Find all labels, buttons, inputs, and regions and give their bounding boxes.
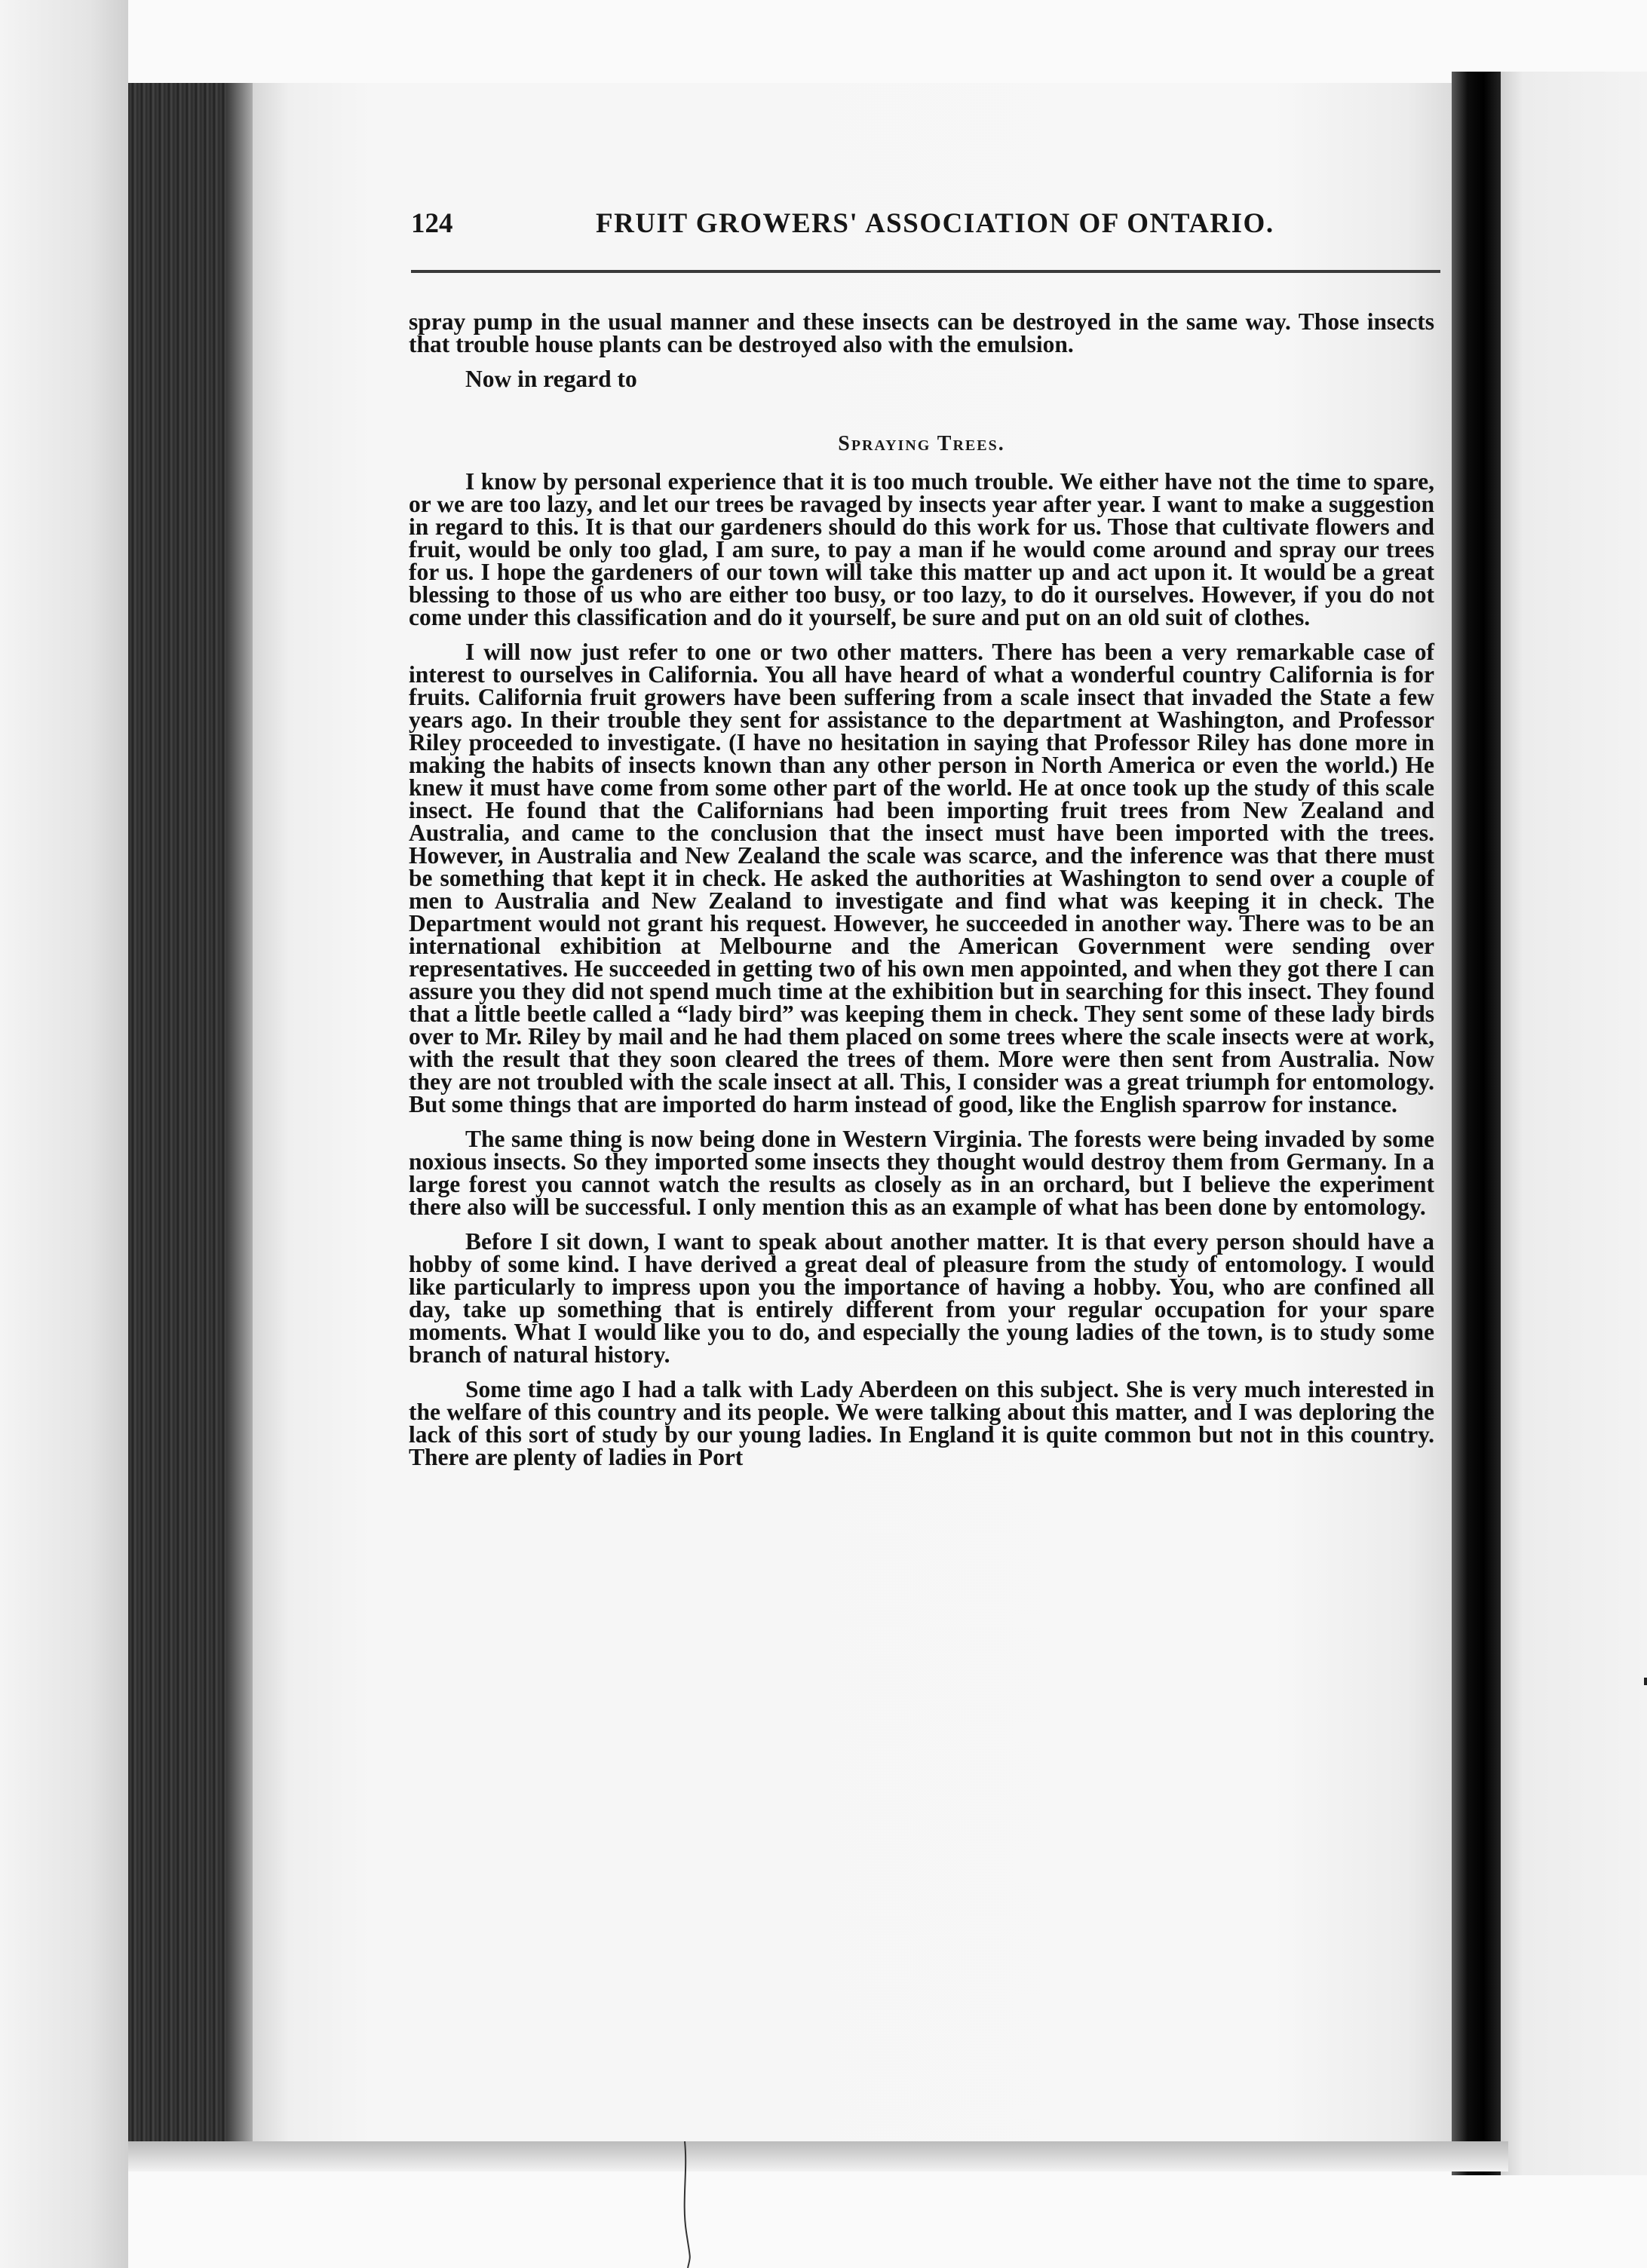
section-heading: Spraying Trees. (838, 432, 1005, 455)
book-gutter (1452, 72, 1504, 2175)
paragraph: Some time ago I had a talk with Lady Aberdeen on this subject. She is very much interested in the welfare of this country and its people. We were talking about this matter, and I was deploring the lack of this sort of study by our young ladies. In England it is quite common but not in this country. There are plenty of ladies in Port (409, 1376, 1434, 1470)
book-edge-pages (128, 83, 241, 2156)
paragraph: I will now just refer to one or two other matters. There has been a very remarkable case of interest to ourselves in California. You all have heard of what a wonderful country California is for fruits. California fruit growers have been suffering from a scale insect that invaded the State a few years ago. In their trouble they sent for assistance to the department at Washington, and Professor Riley proceeded to investigate. (I have no hesitation in saying that Professor Riley has done more in making the habits of insects known than any other person in North America or even the world.) He knew it must have come from some other part of the world. He at once took up the study of this scale insect. He found that the Californians had been importing fruit trees from New Zealand and Australia, and came to the conclusion that the insect must have been imported with the trees. However, in Australia and New Zealand the scale was scarce, and the inference was that there must be something that kept it in check. He asked the authorities at Washington to send over a couple of men to Australia and New Zealand to investigate and find what was keeping it in check. The Department would not grant his request. However, he succeeded in another way. There was to be an international exhibition at Melbourne and the American Government were sending over representatives. He succeeded in getting two of his own men appointed, and when they got there I can assure you they did not spend much time at the exhibition but in searching for this insect. They found that a little beetle called a “lady bird” was keeping them in check. They sent some of these lady birds over to Mr. Riley by mail and he had them placed on some trees where the scale insects were at work, with the result that they soon cleared the trees of them. More were then sent from Australia. Now they are not troubled with the scale insect at all. This, I consider was a great triumph for entomology. But some things that are imported do harm instead of good, like the English sparrow for instance. (409, 639, 1434, 1117)
film-margin (0, 0, 128, 2268)
header-rule (411, 270, 1440, 273)
book-edge-shadow (226, 83, 256, 2156)
paragraph: spray pump in the usual manner and these insects can be destroyed in the same way. Those insects that trouble house plants can be destroyed also with the emulsion. (409, 308, 1434, 357)
paragraph: Now in regard to (465, 366, 637, 392)
running-title: FRUIT GROWERS' ASSOCIATION OF ONTARIO. (596, 208, 1274, 239)
page-number: 124 (411, 208, 453, 239)
paragraph: The same thing is now being done in Western Virginia. The forests were being invaded by some noxious insects. So they imported some insects they thought would destroy them from Germany. In a large forest you cannot watch the results as closely as in an orchard, but I believe the experiment there also will be successful. I only mention this as an example of what has been done by entomology. (409, 1126, 1434, 1220)
page-bottom-shadow (128, 2141, 1508, 2171)
main-text-column (409, 308, 1434, 1470)
paragraph: I know by personal experience that it is too much trouble. We either have not the time to spare, or we are too lazy, and let our trees be ravaged by insects year after year. I want to make a suggestion in regard to this. It is that our gardeners should do this work for us. Those that cultivate flowers and fruit, would be only too glad, I am sure, to pay a man if he would come around and spray our trees for us. I hope the gardeners of our town will take this matter up and act upon it. It would be a great blessing to those of us who are either too busy, or too lazy, to do it ourselves. However, if you do not come under this classification and do it yourself, be sure and put on an old suit of clothes. (409, 468, 1434, 630)
running-head (411, 207, 1444, 245)
right-page (1501, 72, 1647, 2175)
paragraph: Before I sit down, I want to speak about another matter. It is that every person should have a hobby of some kind. I have derived a great deal of pleasure from the study of entomology. I would like particularly to impress upon you the importance of having a hobby. You, who are confined all day, take up something that is entirely different from your regular occupation for your spare moments. What I would like you to do, and especially the young ladies of the town, is to study some branch of natural history. (409, 1228, 1434, 1368)
right-page-mark (1644, 1678, 1647, 1685)
stray-hair (649, 2141, 724, 2268)
